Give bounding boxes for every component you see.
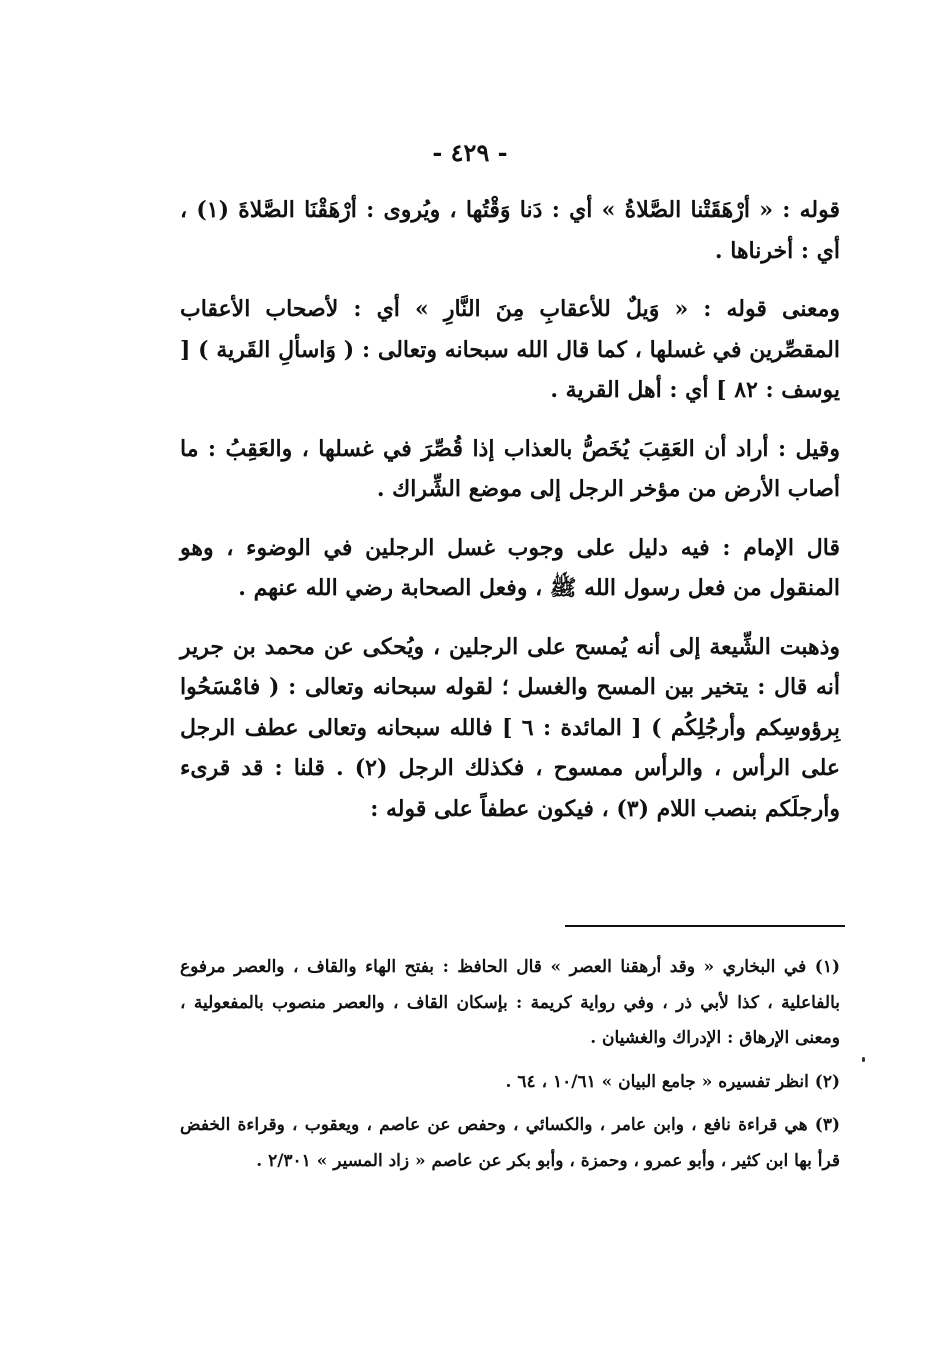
paragraph-2: ومعنى قوله : « وَيلٌ للأعقابِ مِنَ النَّارِ » أي : لأصحاب الأعقاب المقصِّرين في غسلها ، كما قال الله سبحانه وتعالى : ( وَاسألِ القَرية ) [ يوسف : ٨٢ ] أي : أهل القرية . (180, 296, 840, 403)
footnotes (180, 950, 840, 1187)
paragraph-3: وقيل : أراد أن العَقِبَ يُخَصُّ بالعذاب إذا قُصِّرَ في غسلها ، والعَقِبُ : ما أصاب الأرض من مؤخر الرجل إلى موضع الشِّراك . (180, 435, 840, 502)
footnote-1: (١) في البخاري « وقد أرهقنا العصر » قال الحافظ : بفتح الهاء والقاف ، والعصر مرفوع بالفاعلية ، كذا لأبي ذر ، وفي رواية كريمة : بإسكان القاف ، والعصر منصوب بالمفعولية ، ومعنى الإرهاق : الإدراك والغشيان . (180, 957, 840, 1048)
footnote-3: (٣) هي قراءة نافع ، وابن عامر ، والكسائي ، وحفص عن عاصم ، ويعقوب ، وقراءة الخفض قرأ بها ابن كثير ، وأبو عمرو ، وحمزة ، وأبو بكر عن عاصم « زاد المسير » ٢/٣٠١ . (180, 1115, 840, 1171)
paragraph-1: قوله : « أرْهَقَتْنا الصَّلاةُ » أي : دَنا وَقْتُها ، ويُروى : أرْهَقْنَا الصَّلاةَ (١) ، أي : أخرناها . (180, 197, 840, 264)
footnote-separator (565, 925, 845, 927)
paragraph-5: وذهبت الشِّيعة إلى أنه يُمسح على الرجلين ، ويُحكى عن محمد بن جرير أنه قال : يتخير بين المسح والغسل ؛ لقوله سبحانه وتعالى : ( فامْسَحُوا بِرؤوسِكم وأرجُلِكُم ) [ المائدة : ٦ ] فالله سبحانه وتعالى عطف الرجل على الرأس ، والرأس ممسوح ، فكذلك الرجل (٢) . قلنا : قد قرىء وأرجلَكم بنصب اللام (٣) ، فيكون عطفاً على قوله : (180, 633, 840, 822)
paragraph-4: قال الإمام : فيه دليل على وجوب غسل الرجلين في الوضوء ، وهو المنقول من فعل رسول الله ﷺ ، وفعل الصحابة رضي الله عنهم . (180, 534, 840, 601)
scan-speck (862, 1057, 865, 1062)
main-text (180, 190, 840, 847)
footnote-2: (٢) انظر تفسيره « جامع البيان » ١٠/٦١ ، ٦٤ . (505, 1071, 840, 1092)
page-number: - ٤٢٩ - (432, 138, 508, 167)
